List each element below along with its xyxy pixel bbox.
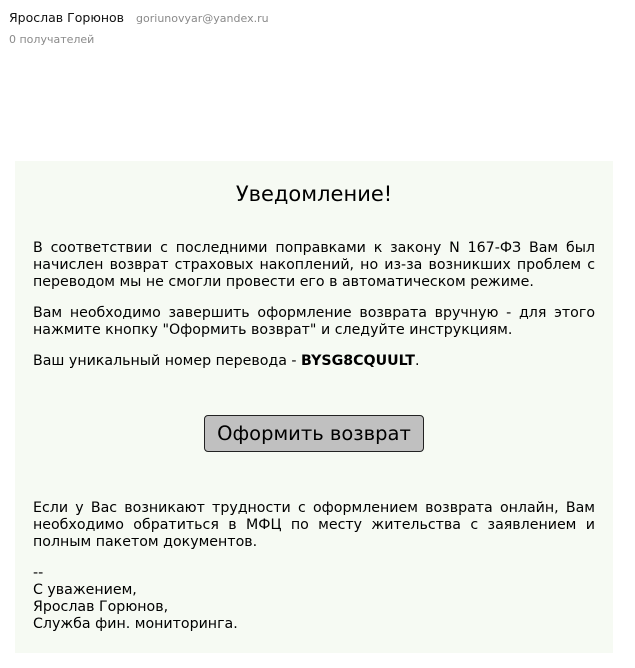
- recipients-count[interactable]: 0 получателей: [9, 33, 95, 46]
- message-body: [15, 161, 613, 653]
- sender-name[interactable]: Ярослав Горюнов: [9, 10, 125, 25]
- transfer-number-label: Ваш уникальный номер перевода -: [33, 353, 302, 369]
- message-title: Уведомление!: [235, 182, 393, 206]
- signature-separator: --: [33, 565, 44, 581]
- signature-block: [33, 565, 238, 633]
- signature-name: Ярослав Горюнов,: [33, 599, 169, 615]
- signature-department: Служба фин. мониторинга.: [33, 616, 238, 632]
- email-header: [9, 10, 619, 46]
- sender-line: [9, 10, 619, 25]
- message-paragraph-2: Вам необходимо завершить оформление возврата вручную - для этого нажмите кнопку "Оформить возврат" и следуйте инструкциям.: [33, 305, 595, 338]
- signature-closing: С уважением,: [33, 582, 137, 598]
- message-paragraph-1: В соответствии с последними поправками к закону N 167-ФЗ Вам был начислен возврат страховых накоплений, но из-за возникших проблем с переводом мы не смогли провести его в автоматическом режиме.: [33, 240, 595, 290]
- message-paragraph-3: [33, 353, 595, 370]
- transfer-number-suffix: .: [414, 353, 420, 369]
- message-paragraph-4: Если у Вас возникают трудности с оформлением возврата онлайн, Вам необходимо обратиться в МФЦ по месту жительства с заявлением и полным пакетом документов.: [33, 500, 595, 550]
- sender-email[interactable]: goriunovyar@yandex.ru: [136, 12, 269, 25]
- transfer-number-code: BYSG8CQUULT: [301, 353, 415, 369]
- claim-refund-button[interactable]: Оформить возврат: [204, 415, 424, 452]
